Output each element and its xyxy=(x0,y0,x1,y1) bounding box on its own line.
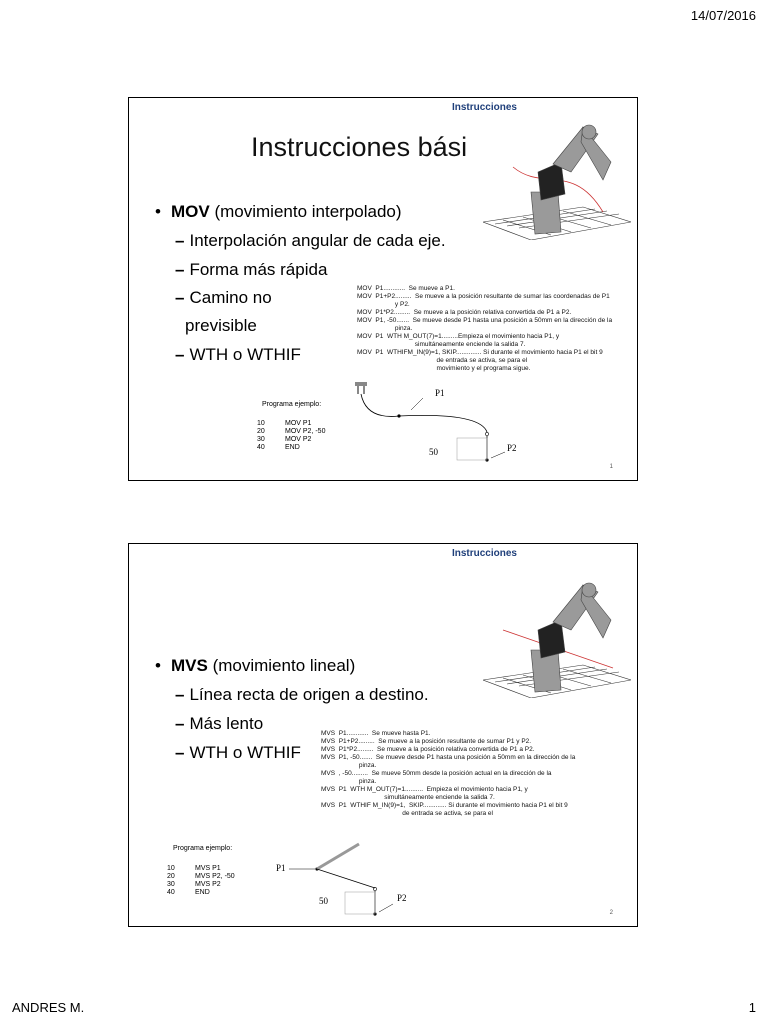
sub-item: – Línea recta de origen a destino. xyxy=(175,685,429,704)
instruction-descriptions: MVS P1............ Se mueve hasta P1. MVS P1+P2......... Se mueve a la posición resultante de sumar P1 y P2. MVS P1*P2......... Se mueve a la posición relativa convertida de P1 a P2. MVS P1, -50....... Se mueve desde P1 hasta una posición a 50mm en la dirección de la pinza. MVS , -50......... Se mueve 50mm desde la posición actual en la dirección de la pinza. MVS P1 WTH M_OUT(7)=1.......... Empieza el movimiento hacia P1, y simultáneamente enciende la salida 7. MVS P1 WTHIF M_IN(9)=1, SKIP............. Si durante el movimiento hacia P1 el bit 9 de entrada se activa, se para el xyxy=(321,730,576,817)
robot-arm-image xyxy=(483,122,631,240)
mvs-path-diagram xyxy=(279,832,429,922)
program-title: Programa ejemplo: xyxy=(173,845,233,852)
instruction-descriptions: MOV P1............ Se mueve a P1. MOV P1+P2......... Se mueve a la posición resultante de sumar las coordenadas de P1 y P2. MOV P1*P2......... Se mueve a la posición relativa convertida de P1 a P2. MOV P1, -50....... Se mueve desde P1 hasta una posición a 50mm en la dirección de la pinza. MOV P1 WTH M_OUT(7)=1.........Empieza el movimiento hacia P1, y simultáneamente enciende la salida 7. MOV P1 WTHIFM_IN(9)=1, SKIP.............. Si durante el movimiento hacia P1 el bit 9 de entrada se activa, se para el movimiento y el programa sigue. xyxy=(357,285,613,372)
page-date: 14/07/2016 xyxy=(690,8,756,23)
label-p2: P2 xyxy=(397,893,407,903)
sub-item: – Más lento xyxy=(175,714,264,733)
bullet-mov: • MOV (movimiento interpolado) xyxy=(155,202,402,221)
label-p1: P1 xyxy=(435,388,445,398)
sub-item: – WTH o WTHIF xyxy=(175,743,301,762)
sub-item-continued: previsible xyxy=(185,316,257,335)
footer-page-number: 1 xyxy=(748,1000,756,1015)
sub-item: – Camino no xyxy=(175,288,272,307)
program-title: Programa ejemplo: xyxy=(262,401,322,408)
sub-item: – Forma más rápida xyxy=(175,260,328,279)
slide-number: 2 xyxy=(609,910,613,916)
label-distance: 50 xyxy=(319,896,328,906)
section-label: Instrucciones xyxy=(451,548,517,559)
section-label: Instrucciones xyxy=(451,102,517,113)
program-listing: 10 MOV P1 20 MOV P2, -50 30 MOV P2 40 END xyxy=(257,420,326,451)
footer-author: ANDRES M. xyxy=(12,1000,85,1015)
slide-2 xyxy=(128,543,638,927)
label-p2: P2 xyxy=(507,443,517,453)
program-listing: 10 MVS P1 20 MVS P2, -50 30 MVS P2 40 END xyxy=(167,865,235,896)
slide-number: 1 xyxy=(609,464,613,470)
robot-arm-image xyxy=(483,580,631,698)
label-distance: 50 xyxy=(429,447,438,457)
bullet-mvs: • MVS (movimiento lineal) xyxy=(155,656,356,675)
sub-item: – Interpolación angular de cada eje. xyxy=(175,231,446,250)
label-p1: P1 xyxy=(276,863,286,873)
sub-item: – WTH o WTHIF xyxy=(175,345,301,364)
slide-title: Instrucciones bási xyxy=(251,132,468,162)
slide-1 xyxy=(128,97,638,481)
